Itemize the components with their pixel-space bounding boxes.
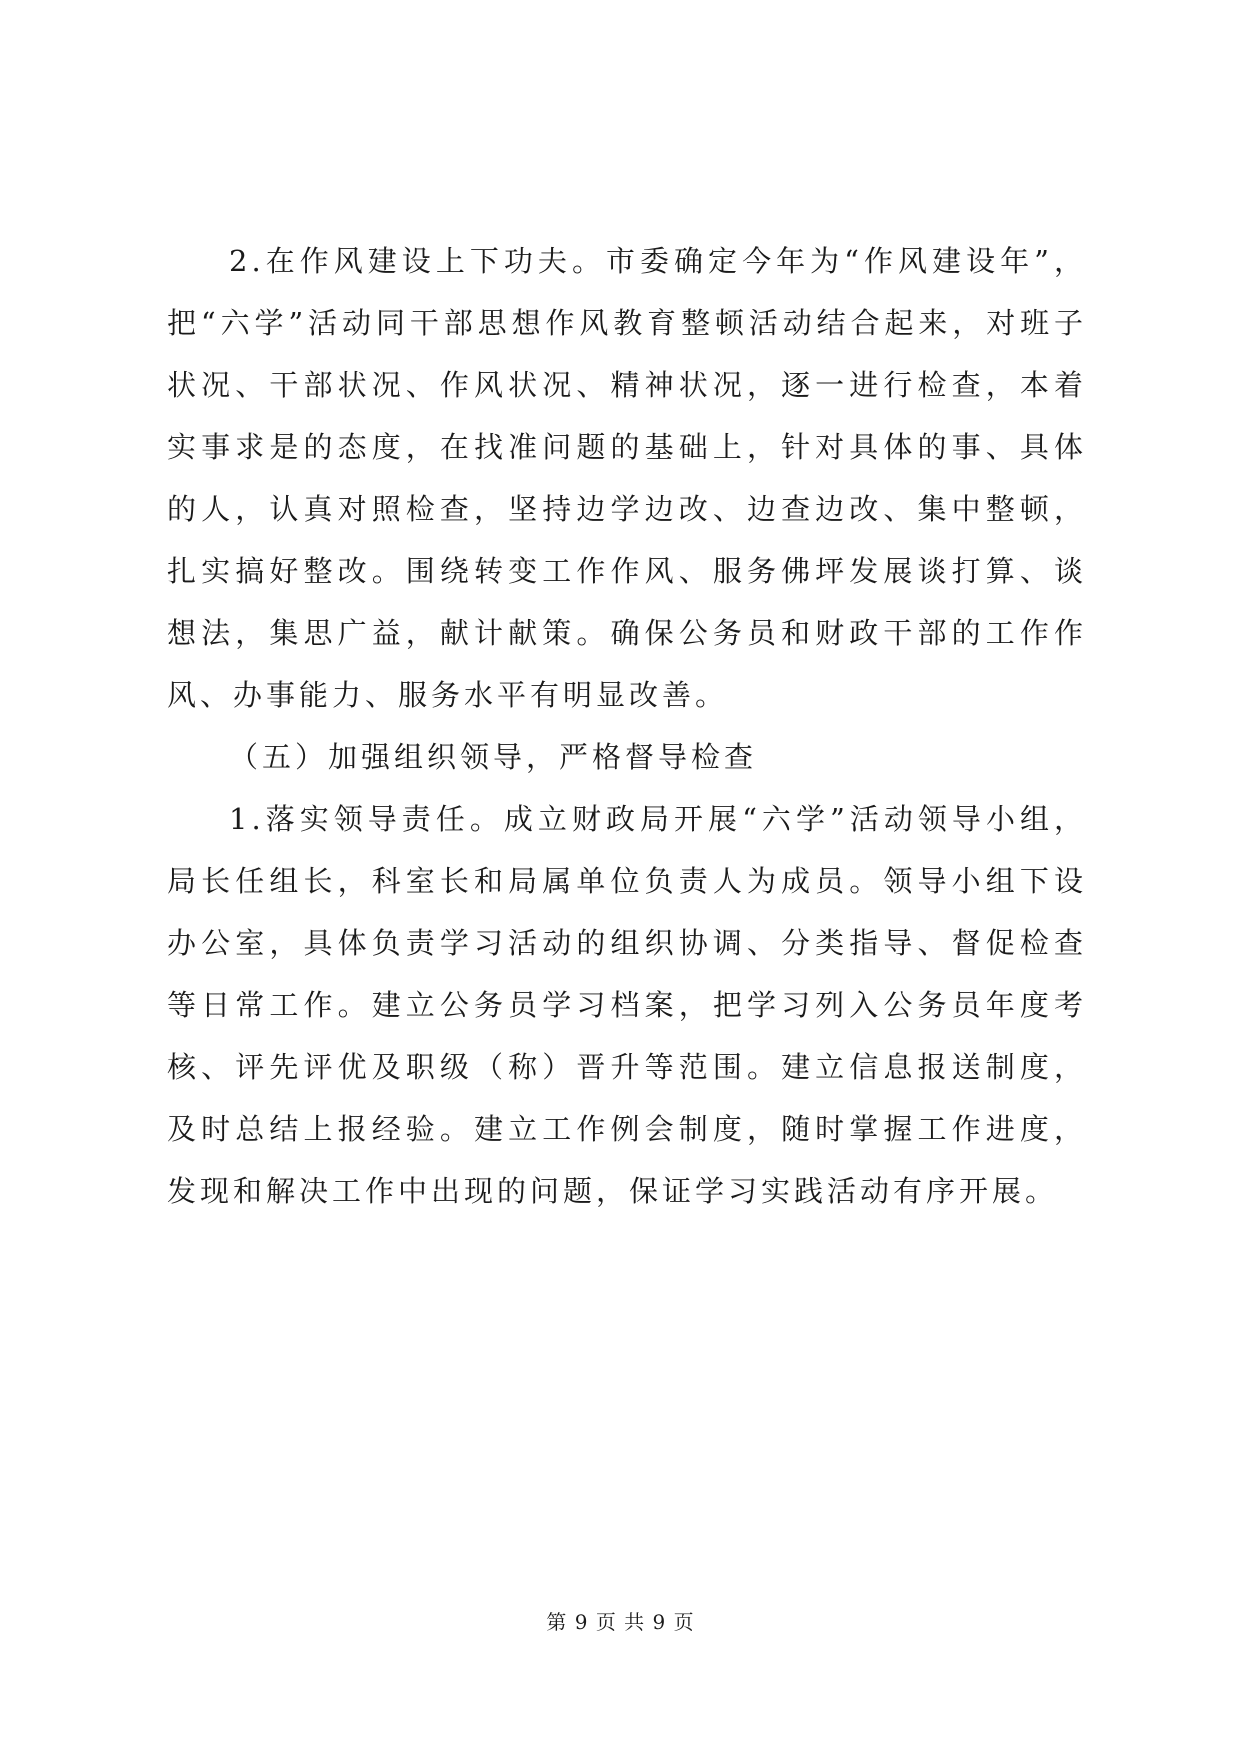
- paragraph-leadership: 1.落实领导责任。成立财政局开展“六学”活动领导小组，局长任组长，科室长和局属单位负责人为成员。领导小组下设办公室，具体负责学习活动的组织协调、分类指导、督促检查等日常工作。建立公务员学习档案，把学习列入公务员年度考核、评先评优及职级（称）晋升等范围。建立信息报送制度，及时总结上报经验。建立工作例会制度，随时掌握工作进度，发现和解决工作中出现的问题，保证学习实践活动有序开展。: [167, 802, 1087, 1208]
- paragraph-style-work: 2.在作风建设上下功夫。市委确定今年为“作风建设年”，把“六学”活动同干部思想作风教育整顿活动结合起来，对班子状况、干部状况、作风状况、精神状况，逐一进行检查，本着实事求是的态度，在找准问题的基础上，针对具体的事、具体的人，认真对照检查，坚持边学边改、边查边改、集中整顿，扎实搞好整改。围绕转变工作作风、服务佛坪发展谈打算、谈想法，集思广益，献计献策。确保公务员和财政干部的工作作风、办事能力、服务水平有明显改善。: [167, 244, 1087, 712]
- section-heading-five: （五）加强组织领导，严格督导检查: [229, 740, 758, 774]
- page-number-footer: 第 9 页 共 9 页: [546, 1610, 695, 1634]
- document-body: [167, 230, 1087, 1222]
